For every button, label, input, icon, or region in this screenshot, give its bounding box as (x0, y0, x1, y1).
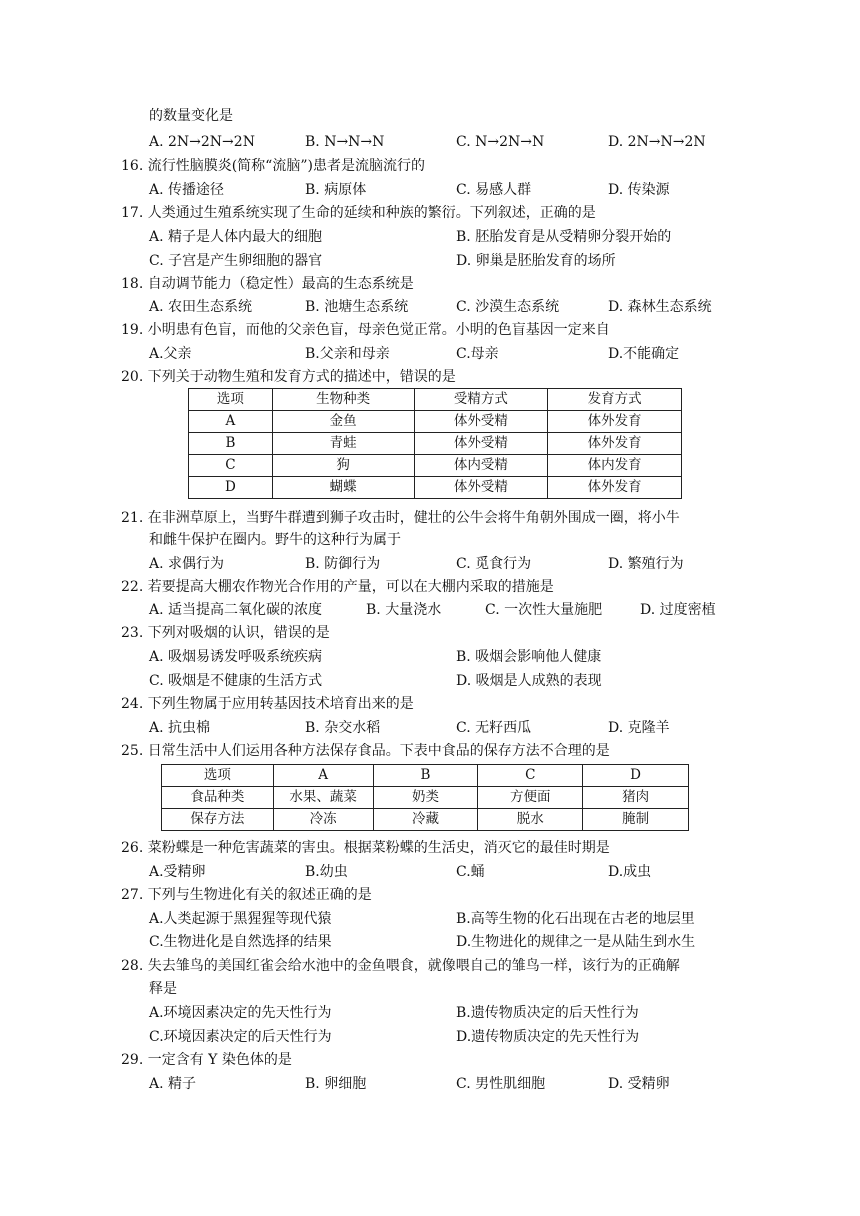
table-cell: 选项 (162, 765, 274, 787)
q23-option-d: D. 吸烟是人成熟的表现 (456, 673, 602, 689)
q24-option-b: B. 杂交水稻 (305, 720, 381, 736)
table-cell: 水果、蔬菜 (273, 787, 373, 809)
q18-option-c: C. 沙漠生态系统 (456, 299, 560, 315)
table-row (162, 765, 689, 787)
q21-stem-cont: 和雌牛保护在圈内。野牛的这种行为属于 (149, 532, 401, 548)
q16-option-b: B. 病原体 (305, 182, 367, 198)
table-row (162, 787, 689, 809)
q18-option-a: A. 农田生态系统 (149, 299, 253, 315)
q15-option-d: D. 2N→N→2N (608, 134, 706, 150)
q17-option-d: D. 卵巢是胚胎发育的场所 (456, 253, 616, 269)
table-cell: 腌制 (583, 809, 689, 831)
table-cell: 体外发育 (548, 477, 682, 499)
table-cell: 狗 (272, 455, 414, 477)
table-cell: 体外受精 (414, 411, 548, 433)
q27-option-c: C.生物进化是自然选择的结果 (149, 934, 332, 950)
table-cell: B (373, 765, 478, 787)
table-header-cell: 选项 (189, 389, 273, 411)
table-cell: 食品种类 (162, 787, 274, 809)
q29-option-b: B. 卵细胞 (305, 1076, 367, 1092)
q15-option-b: B. N→N→N (305, 134, 385, 150)
table-cell: 体外发育 (548, 433, 682, 455)
q19-option-d: D.不能确定 (608, 346, 680, 362)
q15-option-c: C. N→2N→N (456, 134, 545, 150)
q27-option-d: D.生物进化的规律之一是从陆生到水生 (456, 934, 696, 950)
q27-option-a: A.人类起源于黑猩猩等现代猿 (149, 911, 332, 927)
q24-option-d: D. 克隆羊 (608, 720, 670, 736)
q17-option-c: C. 子宫是产生卵细胞的器官 (149, 253, 323, 269)
table-cell: 脱水 (478, 809, 583, 831)
table-cell: A (273, 765, 373, 787)
table-cell: 保存方法 (162, 809, 274, 831)
q16-option-a: A. 传播途径 (149, 182, 225, 198)
table-row (189, 433, 682, 455)
q15-stem-end: 的数量变化是 (149, 108, 233, 124)
q26-option-b: B.幼虫 (305, 864, 348, 880)
q21-option-d: D. 繁殖行为 (608, 556, 684, 572)
table-cell: 猪肉 (583, 787, 689, 809)
q28-stem: 28. 失去雏鸟的美国红雀会给水池中的金鱼喂食，就像喂自己的雏鸟一样，该行为的正确解 (121, 958, 680, 974)
table-header-row (189, 389, 682, 411)
table-cell: 体外受精 (414, 477, 548, 499)
q23-option-c: C. 吸烟是不健康的生活方式 (149, 673, 323, 689)
q28-option-c: C.环境因素决定的后天性行为 (149, 1029, 332, 1045)
q19-stem: 19. 小明患有色盲，而他的父亲色盲，母亲色觉正常。小明的色盲基因一定来自 (121, 322, 610, 338)
q26-stem: 26. 菜粉蝶是一种危害蔬菜的害虫。根据菜粉蝶的生活史，消灭它的最佳时期是 (121, 840, 610, 856)
table-cell: D (583, 765, 689, 787)
q19-option-a: A.父亲 (149, 346, 192, 362)
q29-option-a: A. 精子 (149, 1076, 197, 1092)
table-cell: 体内发育 (548, 455, 682, 477)
q17-option-a: A. 精子是人体内最大的细胞 (149, 229, 323, 245)
q22-stem: 22. 若要提高大棚农作物光合作用的产量，可以在大棚内采取的措施是 (121, 579, 554, 595)
q25-table (161, 764, 689, 831)
table-cell: 蝴蝶 (272, 477, 414, 499)
table-cell: 冷藏 (373, 809, 478, 831)
table-header-cell: 受精方式 (414, 389, 548, 411)
table-cell: A (189, 411, 273, 433)
q28-option-d: D.遗传物质决定的先天性行为 (456, 1029, 640, 1045)
q15-option-a: A. 2N→2N→2N (149, 134, 255, 150)
table-cell: C (189, 455, 273, 477)
table-row (189, 455, 682, 477)
q22-option-d: D. 过度密植 (640, 602, 716, 618)
q25-stem: 25. 日常生活中人们运用各种方法保存食品。下表中食品的保存方法不合理的是 (121, 743, 610, 759)
q29-stem: 29. 一定含有 Y 染色体的是 (121, 1052, 292, 1068)
q22-option-a: A. 适当提高二氧化碳的浓度 (149, 602, 323, 618)
q24-option-c: C. 无籽西瓜 (456, 720, 532, 736)
q28-option-b: B.遗传物质决定的后天性行为 (456, 1005, 639, 1021)
q18-option-d: D. 森林生态系统 (608, 299, 712, 315)
table-cell: 体外受精 (414, 433, 548, 455)
table-cell: 体内受精 (414, 455, 548, 477)
q24-option-a: A. 抗虫棉 (149, 720, 211, 736)
q29-option-c: C. 男性肌细胞 (456, 1076, 546, 1092)
q18-stem: 18. 自动调节能力（稳定性）最高的生态系统是 (121, 276, 414, 292)
q23-option-a: A. 吸烟易诱发呼吸系统疾病 (149, 649, 323, 665)
q16-stem: 16. 流行性脑膜炎(简称“流脑”)患者是流脑流行的 (121, 158, 425, 174)
table-row (189, 477, 682, 499)
table-header-cell: 发育方式 (548, 389, 682, 411)
q27-option-b: B.高等生物的化石出现在古老的地层里 (456, 911, 695, 927)
q28-stem-cont: 释是 (149, 981, 177, 997)
table-cell: C (478, 765, 583, 787)
q20-stem: 20. 下列关于动物生殖和发育方式的描述中，错误的是 (121, 369, 456, 385)
q21-option-c: C. 觅食行为 (456, 556, 532, 572)
q19-option-b: B.父亲和母亲 (305, 346, 390, 362)
table-cell: B (189, 433, 273, 455)
q23-option-b: B. 吸烟会影响他人健康 (456, 649, 602, 665)
table-cell: 体外发育 (548, 411, 682, 433)
q23-stem: 23. 下列对吸烟的认识，错误的是 (121, 625, 330, 641)
q22-option-b: B. 大量浇水 (366, 602, 442, 618)
q21-option-b: B. 防御行为 (305, 556, 381, 572)
q26-option-a: A.受精卵 (149, 864, 206, 880)
q16-option-c: C. 易感人群 (456, 182, 532, 198)
q20-table (188, 388, 682, 499)
q18-option-b: B. 池塘生态系统 (305, 299, 409, 315)
q19-option-c: C.母亲 (456, 346, 499, 362)
table-row (162, 809, 689, 831)
q26-option-c: C.蛹 (456, 864, 485, 880)
table-cell: 奶类 (373, 787, 478, 809)
table-header-cell: 生物种类 (272, 389, 414, 411)
table-row (189, 411, 682, 433)
q16-option-d: D. 传染源 (608, 182, 670, 198)
q21-option-a: A. 求偶行为 (149, 556, 225, 572)
q17-option-b: B. 胚胎发育是从受精卵分裂开始的 (456, 229, 672, 245)
q17-stem: 17. 人类通过生殖系统实现了生命的延续和种族的繁衍。下列叙述，正确的是 (121, 205, 596, 221)
q27-stem: 27. 下列与生物进化有关的叙述正确的是 (121, 887, 372, 903)
q22-option-c: C. 一次性大量施肥 (485, 602, 603, 618)
q24-stem: 24. 下列生物属于应用转基因技术培育出来的是 (121, 696, 414, 712)
q26-option-d: D.成虫 (608, 864, 652, 880)
q29-option-d: D. 受精卵 (608, 1076, 670, 1092)
table-cell: 方便面 (478, 787, 583, 809)
table-cell: 青蛙 (272, 433, 414, 455)
table-cell: 冷冻 (273, 809, 373, 831)
q28-option-a: A.环境因素决定的先天性行为 (149, 1005, 332, 1021)
table-cell: D (189, 477, 273, 499)
q21-stem: 21. 在非洲草原上，当野牛群遭到狮子攻击时，健壮的公牛会将牛角朝外围成一圈，将小牛 (121, 510, 680, 526)
table-cell: 金鱼 (272, 411, 414, 433)
